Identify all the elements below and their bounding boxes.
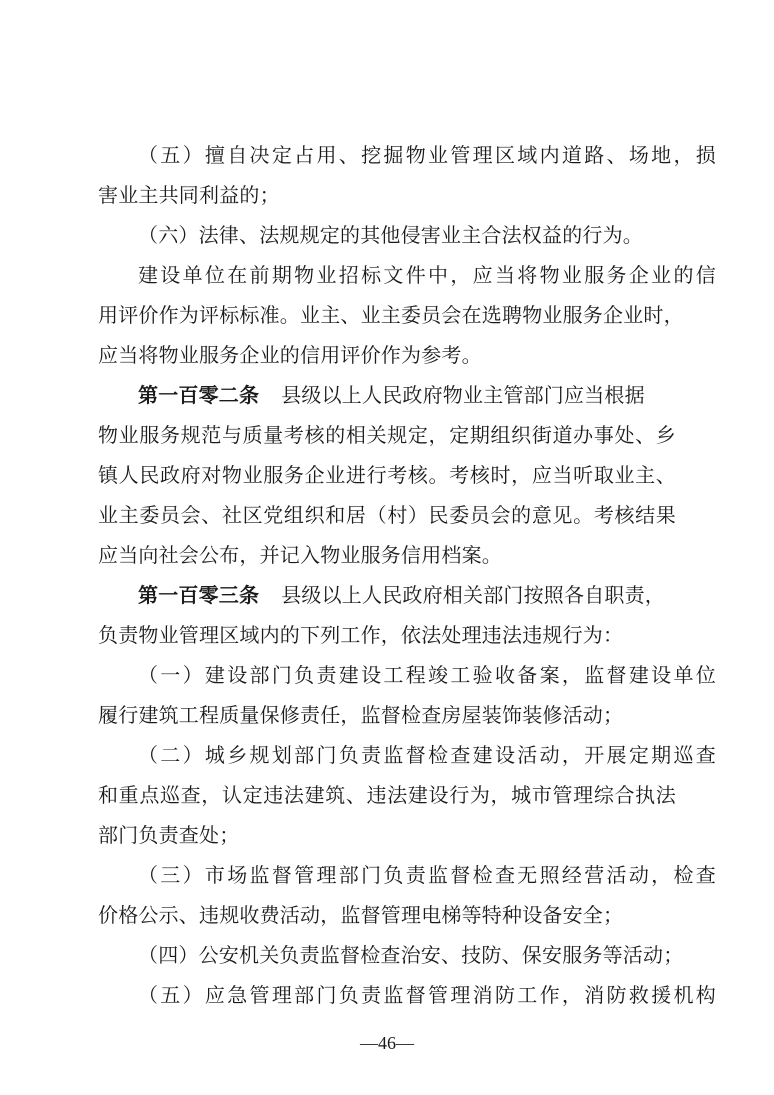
text-line: 履行建筑工程质量保修责任，监督检查房屋装饰装修活动；: [98, 703, 624, 727]
page-number: —46—: [360, 1033, 414, 1053]
text-line: （五）擅自决定占用、挖掘物业管理区域内道路、场地，损: [138, 143, 716, 167]
text-line: 物业服务规范与质量考核的相关规定，定期组织街道办事处、乡: [98, 423, 676, 447]
text-line: 应当向社会公布，并记入物业服务信用档案。: [98, 543, 502, 567]
text-line: （二）城乡规划部门负责监督检查建设活动，开展定期巡查: [138, 743, 716, 767]
article-103-line: [138, 580, 716, 610]
text-line: （六）法律、法规规定的其他侵害业主合法权益的行为。: [138, 223, 643, 247]
text-line: 部门负责查处；: [98, 823, 240, 847]
article-text: 县级以上人民政府物业主管部门应当根据: [281, 383, 645, 407]
article-text: 县级以上人民政府相关部门按照各自职责，: [281, 583, 666, 607]
text-line: 负责物业管理区域内的下列工作，依法处理违法违规行为：: [98, 623, 624, 647]
text-line: 用评价作为评标标准。业主、业主委员会在选聘物业服务企业时，: [98, 303, 684, 327]
text-line: 应当将物业服务企业的信用评价作为参考。: [98, 343, 482, 367]
text-line: 业主委员会、社区党组织和居（村）民委员会的意见。考核结果: [98, 503, 676, 527]
text-line: 镇人民政府对物业服务企业进行考核。考核时，应当听取业主、: [98, 463, 676, 487]
article-heading: 第一百零三条: [138, 583, 260, 607]
article-heading: 第一百零二条: [138, 383, 260, 407]
text-line: （五）应急管理部门负责监督管理消防工作，消防救援机构: [138, 983, 716, 1007]
text-line: 害业主共同利益的；: [98, 183, 280, 207]
text-line: （四）公安机关负责监督检查治安、技防、保安服务等活动；: [138, 943, 684, 967]
text-line: （一）建设部门负责建设工程竣工验收备案，监督建设单位: [138, 663, 716, 687]
article-102-line: [138, 380, 716, 410]
text-line: 和重点巡查，认定违法建筑、违法建设行为，城市管理综合执法: [98, 783, 676, 807]
text-line: 建设单位在前期物业招标文件中，应当将物业服务企业的信: [138, 263, 716, 287]
text-line: 价格公示、违规收费活动，监督管理电梯等特种设备安全；: [98, 903, 624, 927]
text-line: （三）市场监督管理部门负责监督检查无照经营活动，检查: [138, 863, 716, 887]
